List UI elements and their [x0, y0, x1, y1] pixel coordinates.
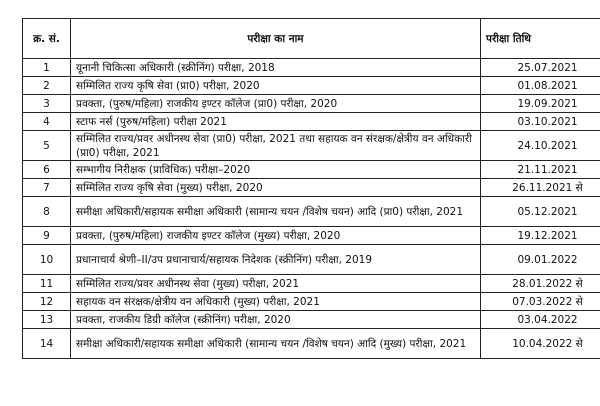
table-row — [23, 311, 600, 329]
cell-exam-date: 10.04.2022 से — [481, 329, 600, 359]
cell-exam-name: सम्मिलित राज्य/प्रवर अधीनस्थ सेवा (मुख्य) परीक्षा, 2021 — [71, 275, 481, 293]
table-row — [23, 179, 600, 197]
exam-schedule-table — [22, 18, 600, 359]
cell-exam-date: 21.11.2021 — [481, 161, 600, 179]
cell-exam-date: 03.10.2021 — [481, 113, 600, 131]
table-row — [23, 227, 600, 245]
cell-serial-number: 4 — [23, 113, 71, 131]
table-row — [23, 329, 600, 359]
cell-serial-number: 7 — [23, 179, 71, 197]
table-row — [23, 197, 600, 227]
cell-serial-number: 11 — [23, 275, 71, 293]
table-row — [23, 95, 600, 113]
table-row — [23, 275, 600, 293]
cell-exam-name: सम्भागीय निरीक्षक (प्राविधिक) परीक्षा–2020 — [71, 161, 481, 179]
cell-serial-number: 10 — [23, 245, 71, 275]
cell-serial-number: 14 — [23, 329, 71, 359]
cell-exam-date: 26.11.2021 से — [481, 179, 600, 197]
cell-serial-number: 1 — [23, 59, 71, 77]
header-exam-date: परीक्षा तिथि — [481, 19, 600, 59]
cell-serial-number: 8 — [23, 197, 71, 227]
table-row — [23, 77, 600, 95]
cell-exam-date: 19.12.2021 — [481, 227, 600, 245]
table-header-row — [23, 19, 600, 59]
cell-exam-name: प्रवक्ता, (पुरुष/महिला) राजकीय इण्टर कॉलेज (प्रा0) परीक्षा, 2020 — [71, 95, 481, 113]
cell-exam-date: 03.04.2022 — [481, 311, 600, 329]
cell-exam-date: 19.09.2021 — [481, 95, 600, 113]
cell-exam-name: सहायक वन संरक्षक/क्षेत्रीय वन अधिकारी (मुख्य) परीक्षा, 2021 — [71, 293, 481, 311]
cell-serial-number: 5 — [23, 131, 71, 161]
cell-exam-name: स्टाफ नर्स (पुरुष/महिला) परीक्षा 2021 — [71, 113, 481, 131]
cell-exam-name: सम्मिलित राज्य कृषि सेवा (मुख्य) परीक्षा, 2020 — [71, 179, 481, 197]
table-row — [23, 293, 600, 311]
cell-exam-date: 24.10.2021 — [481, 131, 600, 161]
cell-exam-name: सम्मिलित राज्य/प्रवर अधीनस्थ सेवा (प्रा0) परीक्षा, 2021 तथा सहायक वन संरक्षक/क्षेत्रीय वन अधिकारी (प्रा0) परीक्षा, 2021 — [71, 131, 481, 161]
cell-exam-date: 28.01.2022 से — [481, 275, 600, 293]
cell-exam-date: 01.08.2021 — [481, 77, 600, 95]
cell-exam-name: यूनानी चिकित्सा अधिकारी (स्क्रीनिंग) परीक्षा, 2018 — [71, 59, 481, 77]
header-serial-number: क्र. सं. — [23, 19, 71, 59]
cell-exam-name: सम्मिलित राज्य कृषि सेवा (प्रा0) परीक्षा, 2020 — [71, 77, 481, 95]
table-row — [23, 161, 600, 179]
cell-serial-number: 13 — [23, 311, 71, 329]
cell-serial-number: 2 — [23, 77, 71, 95]
cell-serial-number: 3 — [23, 95, 71, 113]
cell-exam-name: प्रवक्ता, (पुरुष/महिला) राजकीय इण्टर कॉलेज (मुख्य) परीक्षा, 2020 — [71, 227, 481, 245]
table-row — [23, 245, 600, 275]
cell-exam-name: समीक्षा अधिकारी/सहायक समीक्षा अधिकारी (सामान्य चयन /विशेष चयन) आदि (प्रा0) परीक्षा, 2021 — [71, 197, 481, 227]
cell-exam-date: 07.03.2022 से — [481, 293, 600, 311]
cell-serial-number: 9 — [23, 227, 71, 245]
cell-serial-number: 12 — [23, 293, 71, 311]
exam-schedule — [22, 18, 600, 359]
cell-exam-name: प्रधानाचार्य श्रेणी–II/उप प्रधानाचार्य/सहायक निदेशक (स्क्रीनिंग) परीक्षा, 2019 — [71, 245, 481, 275]
cell-serial-number: 6 — [23, 161, 71, 179]
cell-exam-date: 05.12.2021 — [481, 197, 600, 227]
table-row — [23, 59, 600, 77]
cell-exam-date: 25.07.2021 — [481, 59, 600, 77]
cell-exam-name: समीक्षा अधिकारी/सहायक समीक्षा अधिकारी (सामान्य चयन /विशेष चयन) आदि (मुख्य) परीक्षा, 2021 — [71, 329, 481, 359]
table-row — [23, 113, 600, 131]
cell-exam-name: प्रवक्ता, राजकीय डिग्री कॉलेज (स्क्रीनिंग) परीक्षा, 2020 — [71, 311, 481, 329]
cell-exam-date: 09.01.2022 — [481, 245, 600, 275]
table-row — [23, 131, 600, 161]
header-exam-name: परीक्षा का नाम — [71, 19, 481, 59]
